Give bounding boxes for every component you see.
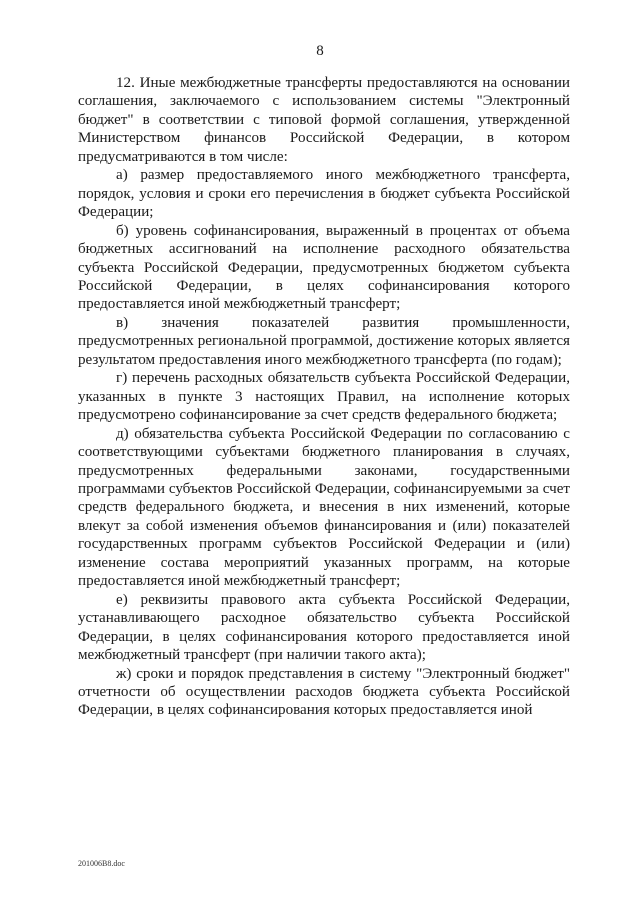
- paragraph-e: е) реквизиты правового акта субъекта Российской Федерации, устанавливающего расходное обязательство субъекта Российской Федерации, в целях софинансирования которого предоставляется иной межбюджетный трансферт (при наличии такого акта);: [78, 591, 570, 664]
- paragraph-b: б) уровень софинансирования, выраженный в процентах от объема бюджетных ассигнований на исполнение расходного обязательства субъекта Российской Федерации, предусмотренных бюджетом субъекта Российской Федерации, в целях софинансирования которого предоставляется иной межбюджетный трансферт;: [78, 222, 570, 313]
- paragraph-a: а) размер предоставляемого иного межбюджетного трансферта, порядок, условия и сроки его перечисления в бюджет субъекта Российской Федерации;: [78, 167, 570, 221]
- paragraph-g: г) перечень расходных обязательств субъекта Российской Федерации, указанных в пункте 3 настоящих Правил, на исполнение которых предусмотрено софинансирование за счет средств федерального бюджета;: [78, 370, 570, 424]
- paragraph-zh: ж) сроки и порядок представления в систему "Электронный бюджет" отчетности об осуществлении расходов бюджета субъекта Российской Федерации, в целях софинансирования которых предоставляется иной: [78, 665, 570, 719]
- paragraph-12: 12. Иные межбюджетные трансферты предоставляются на основании соглашения, заключаемого с использованием системы "Электронный бюджет" в соответствии с типовой формой соглашения, утвержденной Министерством финансов Российской Федерации, в котором предусматриваются в том числе:: [78, 75, 570, 165]
- document-body: [78, 74, 570, 720]
- paragraph-v: в) значения показателей развития промышленности, предусмотренных региональной программой, достижение которых является результатом предоставления иного межбюджетного трансферта (по годам);: [78, 314, 570, 368]
- page-number: 8: [316, 43, 324, 59]
- paragraph-d: д) обязательства субъекта Российской Федерации по согласованию с соответствующими субъектами бюджетного планирования в случаях, предусмотренных федеральными законами, государственными программами субъектов Российской Федерации, софинансируемыми за счет средств федерального бюджета, и внесения в них изменений, которые влекут за собой изменения объемов финансирования и (или) показателей государственных программ субъектов Российской Федерации и (или) изменение состава мероприятий указанных программ, на которые предоставляется иной межбюджетный трансферт;: [78, 425, 570, 590]
- file-name-footer: 201006В8.doc: [78, 859, 125, 868]
